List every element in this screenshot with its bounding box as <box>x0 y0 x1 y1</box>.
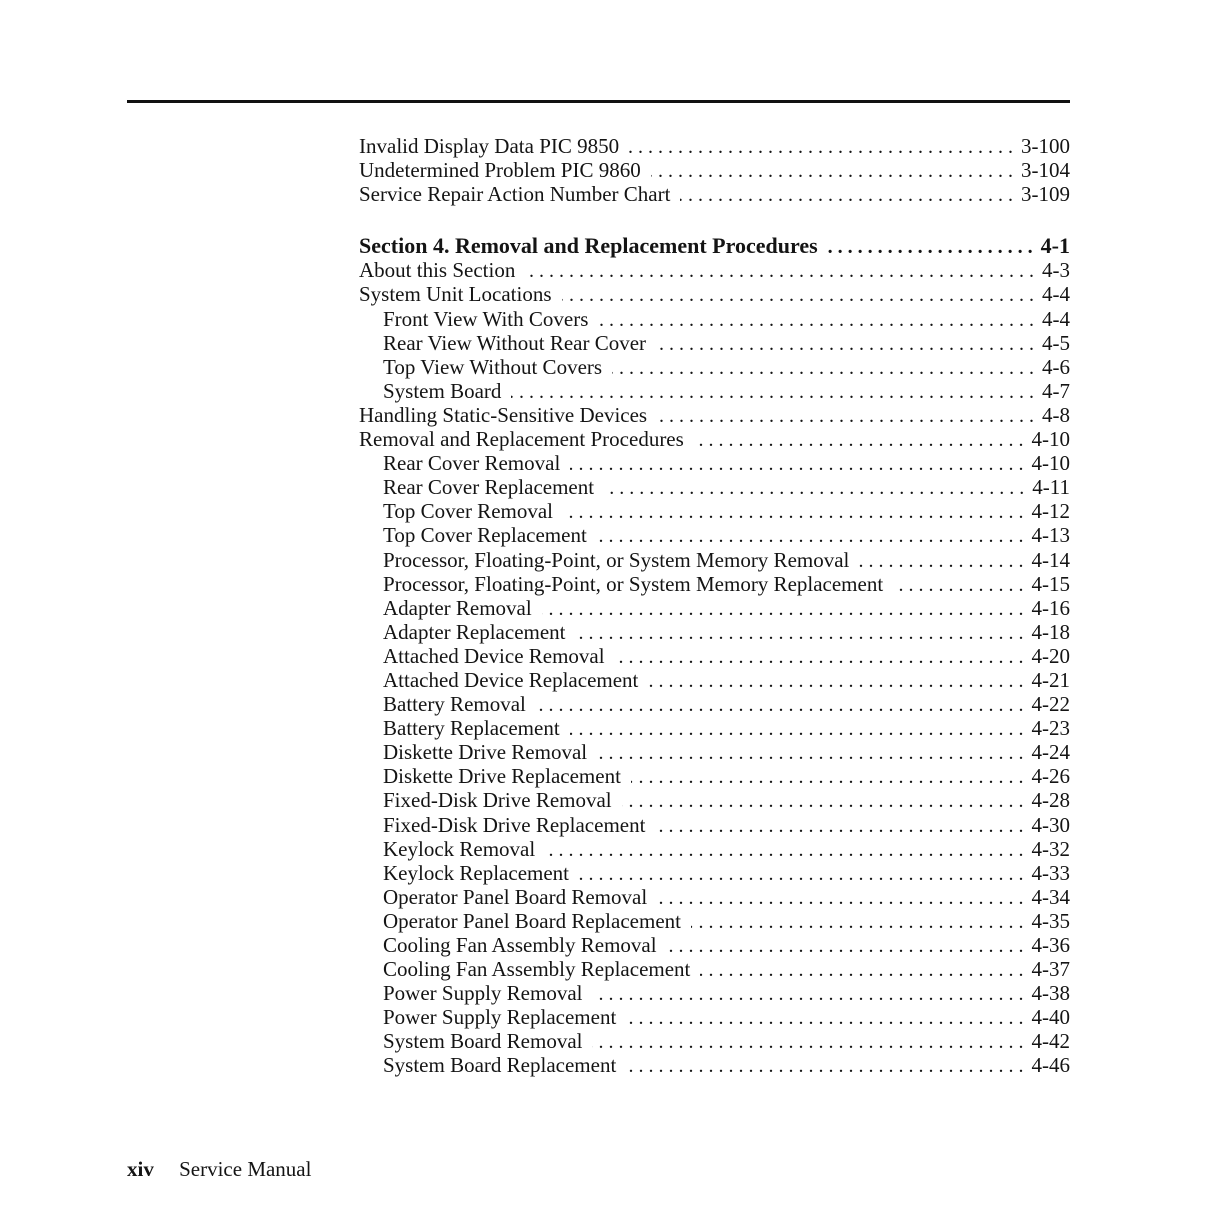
toc-dot-leader <box>655 814 1023 838</box>
toc-entry[interactable] <box>359 788 1070 812</box>
header-rule <box>127 100 1070 103</box>
toc-dot-leader <box>893 573 1023 597</box>
toc-entry-title: Battery Replacement <box>383 716 560 741</box>
toc-entry-page: 4-13 <box>1031 523 1070 548</box>
toc-entry-title: Power Supply Replacement <box>383 1005 617 1030</box>
toc-dot-leader <box>545 838 1023 862</box>
toc-dot-leader <box>525 259 1034 283</box>
toc-entry[interactable] <box>359 572 1070 596</box>
toc-dot-leader <box>680 183 1013 207</box>
toc-entry-title: Diskette Drive Replacement <box>383 764 621 789</box>
toc-entry[interactable] <box>359 158 1070 182</box>
toc-dot-leader <box>694 428 1024 452</box>
toc-entry-title: System Board Removal <box>383 1029 583 1054</box>
toc-entry[interactable] <box>359 692 1070 716</box>
toc-dot-leader <box>576 621 1024 645</box>
toc-entry-page: 4-8 <box>1042 402 1070 427</box>
toc-entry-title: System Board Replacement <box>383 1053 617 1078</box>
toc-dot-leader <box>626 1054 1023 1078</box>
toc-dot-leader <box>691 910 1024 934</box>
toc-dot-leader <box>542 597 1024 621</box>
toc-dot-leader <box>570 452 1023 476</box>
toc-entry-page: 4-6 <box>1042 354 1070 379</box>
toc-entry[interactable] <box>359 1005 1070 1029</box>
toc-entry-page: 4-5 <box>1042 330 1070 355</box>
toc-entry[interactable] <box>359 933 1070 957</box>
toc-entry-page: 4-37 <box>1031 957 1070 982</box>
toc-dot-leader <box>597 524 1024 548</box>
toc-entry[interactable] <box>359 282 1070 306</box>
toc-entry[interactable] <box>359 957 1070 981</box>
toc-entry[interactable] <box>359 909 1070 933</box>
toc-entry-title: Top View Without Covers <box>383 354 603 379</box>
toc-entry-page: 4-7 <box>1042 378 1070 403</box>
toc-continued-entries <box>359 134 1070 206</box>
toc-dot-leader <box>592 1030 1023 1054</box>
toc-entry-title: Adapter Replacement <box>383 619 566 644</box>
toc-entry-title: Processor, Floating-Point, or System Memory Removal <box>383 547 850 572</box>
toc-dot-leader <box>828 235 1033 259</box>
toc-entry-page: 4-11 <box>1032 475 1070 500</box>
footer-manual-title: Service Manual <box>179 1157 312 1181</box>
toc-entry[interactable] <box>359 716 1070 740</box>
toc-dot-leader <box>859 549 1023 573</box>
toc-entry[interactable] <box>359 668 1070 692</box>
toc-entry[interactable] <box>359 1029 1070 1053</box>
toc-entry-page: 4-12 <box>1031 499 1070 524</box>
toc-entry-title: Diskette Drive Removal <box>383 740 588 765</box>
toc-entry-page: 3-104 <box>1021 158 1070 183</box>
toc-entry-page: 4-10 <box>1031 451 1070 476</box>
toc-dot-leader <box>563 500 1024 524</box>
toc-entry-page: 4-26 <box>1031 764 1070 789</box>
toc-entry-title: System Board <box>383 378 502 403</box>
toc-entry-title: Service Repair Action Number Chart <box>359 182 671 207</box>
toc-entry-page: 4-46 <box>1031 1053 1070 1078</box>
toc-entry[interactable] <box>359 403 1070 427</box>
toc-entry[interactable] <box>359 813 1070 837</box>
toc-entry-page: 4-30 <box>1031 812 1070 837</box>
toc-entry-page: 4-33 <box>1031 860 1070 885</box>
toc-entry-title: Rear View Without Rear Cover <box>383 330 647 355</box>
toc-dot-leader <box>656 332 1034 356</box>
toc-entry[interactable] <box>359 885 1070 909</box>
toc-entry-title: Operator Panel Board Replacement <box>383 908 681 933</box>
toc-entry-page: 4-38 <box>1031 981 1070 1006</box>
table-of-contents <box>359 134 1070 1078</box>
toc-entry-title: System Unit Locations <box>359 282 552 307</box>
toc-entry-title: Keylock Replacement <box>383 860 570 885</box>
toc-entry-page: 4-40 <box>1031 1005 1070 1030</box>
toc-dot-leader <box>511 380 1034 404</box>
toc-entry[interactable] <box>359 258 1070 282</box>
toc-entry-title: Keylock Removal <box>383 836 536 861</box>
toc-entry-title: Adapter Removal <box>383 595 532 620</box>
toc-entry-page: 4-16 <box>1031 595 1070 620</box>
toc-entry-page: 4-36 <box>1031 933 1070 957</box>
toc-entry-page: 4-34 <box>1031 884 1070 909</box>
toc-entry-page: 4-23 <box>1031 716 1070 741</box>
toc-section-entries <box>359 258 1070 1077</box>
toc-entry[interactable] <box>359 427 1070 451</box>
toc-entry-page: 4-21 <box>1031 667 1070 692</box>
toc-dot-leader <box>629 135 1013 159</box>
toc-entry-page: 4-24 <box>1031 740 1070 765</box>
toc-entry-title: Fixed-Disk Drive Replacement <box>383 812 646 837</box>
toc-section-title: Section 4. Removal and Replacement Procedures <box>359 233 818 259</box>
toc-entry-title: Rear Cover Replacement <box>383 475 595 500</box>
toc-section-heading[interactable] <box>359 234 1070 258</box>
page-footer <box>127 1157 311 1181</box>
toc-entry[interactable] <box>359 861 1070 885</box>
toc-entry-page: 3-100 <box>1021 134 1070 158</box>
toc-entry[interactable] <box>359 837 1070 861</box>
toc-entry-page: 4-28 <box>1031 788 1070 813</box>
toc-entry-title: Top Cover Replacement <box>383 523 587 548</box>
toc-entry[interactable] <box>359 548 1070 572</box>
toc-entry-title: Rear Cover Removal <box>383 451 561 476</box>
toc-entry[interactable] <box>359 1053 1070 1077</box>
toc-dot-leader <box>562 283 1035 307</box>
toc-entry-page: 4-22 <box>1031 692 1070 717</box>
toc-entry[interactable] <box>359 764 1070 788</box>
toc-entry-page: 4-10 <box>1031 427 1070 452</box>
toc-entry-title: Undetermined Problem PIC 9860 <box>359 158 641 183</box>
toc-entry-title: Cooling Fan Assembly Removal <box>383 933 657 957</box>
toc-entry-page: 4-35 <box>1031 908 1070 933</box>
toc-entry[interactable] <box>359 644 1070 668</box>
toc-dot-leader <box>579 862 1023 886</box>
toc-entry-title: Handling Static-Sensitive Devices <box>359 402 648 427</box>
toc-dot-leader <box>631 765 1024 789</box>
toc-dot-leader <box>536 693 1024 717</box>
toc-entry-title: Fixed-Disk Drive Removal <box>383 788 612 813</box>
toc-entry-title: Top Cover Removal <box>383 499 553 524</box>
toc-dot-leader <box>657 886 1023 910</box>
toc-entry[interactable] <box>359 596 1070 620</box>
toc-dot-leader <box>648 669 1023 693</box>
toc-entry-title: Power Supply Removal <box>383 981 583 1006</box>
toc-dot-leader <box>593 982 1024 1006</box>
toc-entry[interactable] <box>359 307 1070 331</box>
toc-entry-page: 4-4 <box>1042 282 1070 307</box>
toc-dot-leader <box>622 789 1024 813</box>
toc-entry[interactable] <box>359 182 1070 206</box>
toc-entry[interactable] <box>359 475 1070 499</box>
toc-entry-title: Front View With Covers <box>383 306 589 331</box>
toc-dot-leader <box>626 1006 1023 1030</box>
toc-entry-page: 3-109 <box>1021 182 1070 207</box>
toc-entry-title: Battery Removal <box>383 692 526 717</box>
toc-dot-leader <box>667 934 1024 958</box>
toc-entry[interactable] <box>359 523 1070 547</box>
toc-entry-page: 4-15 <box>1031 571 1070 596</box>
toc-dot-leader <box>615 645 1024 669</box>
toc-entry[interactable] <box>359 355 1070 379</box>
toc-dot-leader <box>570 717 1024 741</box>
toc-dot-leader <box>657 404 1034 428</box>
toc-entry[interactable] <box>359 499 1070 523</box>
toc-entry[interactable] <box>359 981 1070 1005</box>
toc-dot-leader <box>597 741 1023 765</box>
toc-entry-page: 4-3 <box>1042 258 1070 283</box>
toc-entry-page: 4-20 <box>1031 643 1070 668</box>
toc-entry-page: 4-32 <box>1031 836 1070 861</box>
toc-entry[interactable] <box>359 331 1070 355</box>
toc-entry-page: 4-14 <box>1031 547 1070 572</box>
toc-dot-leader <box>612 356 1034 380</box>
toc-entry[interactable] <box>359 620 1070 644</box>
toc-entry-title: Attached Device Removal <box>383 643 605 668</box>
toc-entry-title: Removal and Replacement Procedures <box>359 427 684 452</box>
toc-entry[interactable] <box>359 451 1070 475</box>
toc-entry-page: 4-42 <box>1031 1029 1070 1054</box>
toc-entry-title: About this Section <box>359 258 516 283</box>
toc-entry-title: Invalid Display Data PIC 9850 <box>359 134 620 158</box>
toc-entry-title: Processor, Floating-Point, or System Memory Replacement <box>383 571 884 596</box>
toc-entry[interactable] <box>359 379 1070 403</box>
toc-entry-page: 4-18 <box>1031 619 1070 644</box>
toc-dot-leader <box>598 308 1034 332</box>
toc-section-page: 4-1 <box>1040 233 1070 259</box>
toc-entry[interactable] <box>359 134 1070 158</box>
toc-dot-leader <box>651 159 1013 183</box>
toc-entry-page: 4-4 <box>1042 306 1070 331</box>
toc-dot-leader <box>700 958 1023 982</box>
toc-entry[interactable] <box>359 740 1070 764</box>
toc-entry-title: Attached Device Replacement <box>383 667 639 692</box>
toc-entry-title: Operator Panel Board Removal <box>383 884 648 909</box>
footer-page-number: xiv <box>127 1157 154 1181</box>
toc-entry-title: Cooling Fan Assembly Replacement <box>383 957 691 982</box>
toc-dot-leader <box>604 476 1024 500</box>
